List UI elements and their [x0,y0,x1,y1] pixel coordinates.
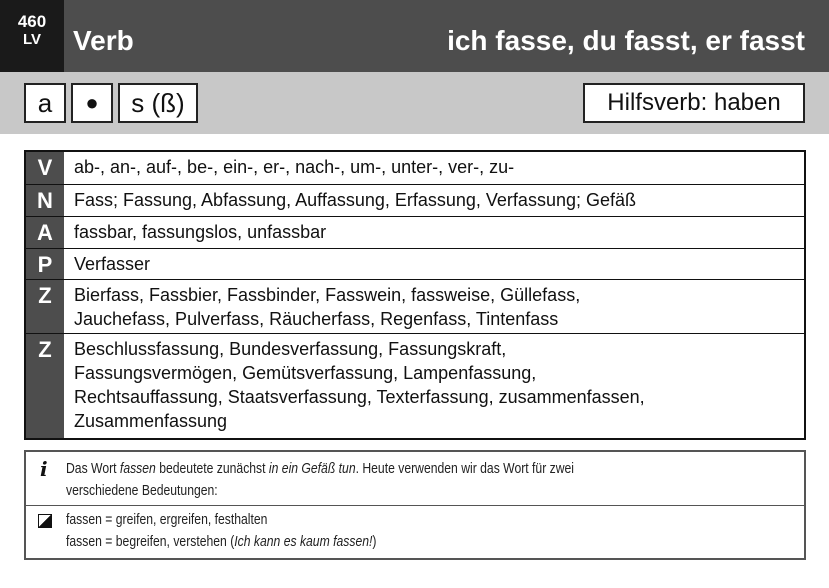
info-text-part: . Heute verwenden wir das Wort für zwei [355,461,575,477]
table-row [26,333,804,438]
row-text: fassbar, fassungslos, unfassbar [74,222,327,242]
table-row [26,248,804,279]
info-text-emphasis: in ein Gefäß tun [268,461,356,477]
meaning-line: fassen = greifen, ergreifen, festhalten [66,512,268,528]
info-text [66,458,755,502]
meaning-example: Ich kann es kaum fassen! [234,534,373,550]
row-text: Bierfass, Fassbier, Fassbinder, Fasswein, fassweise, Güllefass, Jauchefass, Pulverfass, Räucherfass, Regenfass, Tintenfass [74,285,581,329]
info-text-part: bedeutete zunächst [155,461,269,477]
table-row [26,184,804,216]
vowel-box: a [24,83,66,123]
entry-number-box [0,0,64,72]
entry-code: LV [22,31,42,48]
meanings-text [66,509,755,553]
row-text: Beschlussfassung, Bundesverfassung, Fassungskraft, Fassungsvermögen, Gemütsverfassung, Lampenfassung, Rechtsauffassung, Staatsverfassung, Texterfassung, zusammenfassen, Zusammenfassung [74,339,645,431]
info-text-part: verschiedene Bedeutungen: [66,483,218,499]
auxiliary-verb-box: Hilfsverb: haben [583,83,805,123]
info-box [24,450,806,560]
row-text: ab-, an-, auf-, be-, ein-, er-, nach-, um-, unter-, ver-, zu- [74,157,515,177]
row-tag: A [26,217,64,248]
row-tag: V [26,152,64,184]
word-family-table [24,150,806,440]
header-bar [0,0,829,72]
meaning-line: ) [372,534,377,550]
info-text-emphasis: fassen [119,461,156,477]
info-text-part: Das Wort [66,461,120,477]
table-row [26,152,804,184]
short-vowel-dot-box: ● [71,83,113,123]
verb-forms: ich fasse, du fasst, er fasst [447,25,805,56]
spelling-band [0,72,829,134]
half-filled-square-icon [38,514,52,528]
table-row [26,279,804,333]
consonant-box: s (ß) [118,83,198,123]
divider [26,505,804,506]
row-text: Fass; Fassung, Abfassung, Auffassung, Erfassung, Verfassung; Gefäß [74,190,636,210]
row-text: Verfasser [74,254,151,274]
word-type: Verb [73,25,134,56]
entry-number: 460 [17,12,47,31]
info-i-icon: i [40,457,48,481]
meaning-line: fassen = begreifen, verstehen ( [66,534,235,550]
row-tag: N [26,185,64,216]
row-tag: P [26,249,64,279]
table-row [26,216,804,248]
row-tag: Z [26,280,64,333]
row-tag: Z [26,334,64,438]
